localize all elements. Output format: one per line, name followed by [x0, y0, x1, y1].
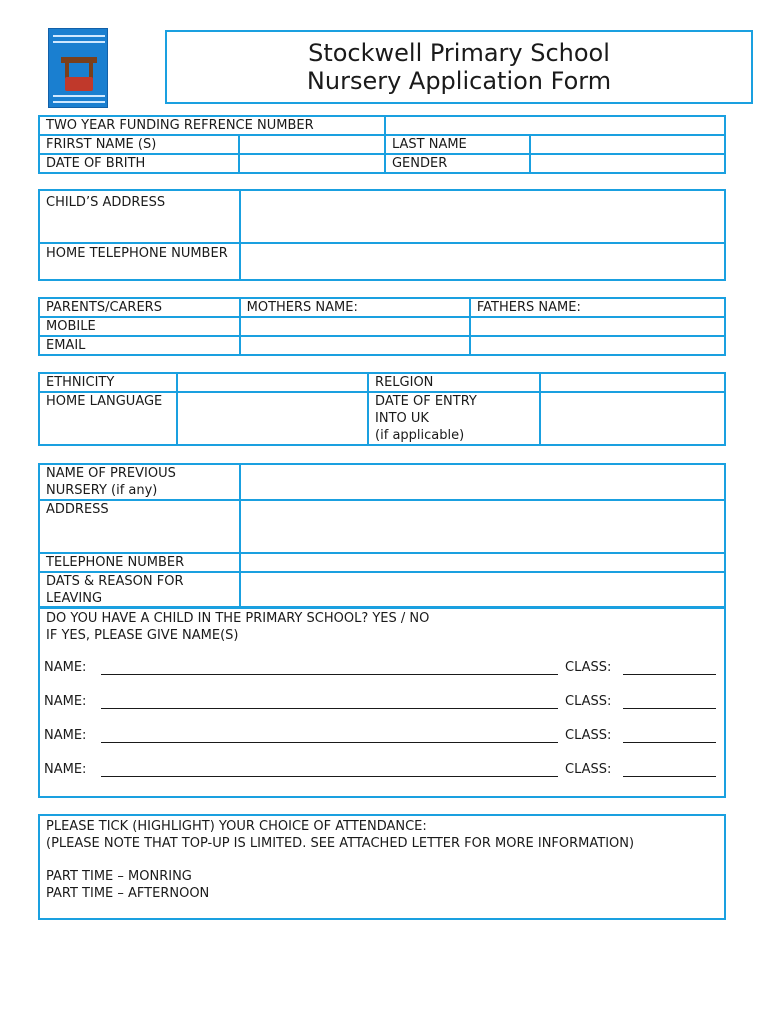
previous-address-field[interactable] — [240, 500, 725, 553]
background-table — [38, 372, 726, 446]
address-table — [38, 189, 726, 281]
entry-date-line: (if applicable) — [375, 428, 465, 443]
last-name-label: LAST NAME — [385, 135, 530, 154]
sibling-name-input[interactable] — [101, 776, 558, 777]
sibling-class-label: CLASS: — [565, 694, 612, 709]
first-name-label: FRIRST NAME (S) — [39, 135, 239, 154]
email-label: EMAIL — [39, 336, 240, 355]
first-name-field[interactable] — [239, 135, 385, 154]
sibling-name-label: NAME: — [44, 660, 87, 675]
entry-date-label — [368, 392, 540, 445]
mobile-label: MOBILE — [39, 317, 240, 336]
last-name-field[interactable] — [530, 135, 725, 154]
childs-address-label: CHILD’S ADDRESS — [39, 190, 240, 243]
sibling-class-input[interactable] — [623, 674, 716, 675]
logo-text-decoration — [53, 101, 105, 103]
sibling-row — [44, 762, 716, 780]
sibling-row — [44, 660, 716, 678]
sibling-name-input[interactable] — [101, 742, 558, 743]
gender-field[interactable] — [530, 154, 725, 173]
parents-table — [38, 297, 726, 356]
previous-address-label: ADDRESS — [39, 500, 240, 553]
previous-nursery-label: NAME OF PREVIOUS NURSERY (if any) — [39, 464, 240, 500]
religion-field[interactable] — [540, 373, 725, 392]
home-telephone-field[interactable] — [240, 243, 725, 280]
sibling-class-label: CLASS: — [565, 762, 612, 777]
school-logo — [48, 28, 108, 108]
parents-carers-label: PARENTS/CARERS — [39, 298, 240, 317]
dob-label: DATE OF BRITH — [39, 154, 239, 173]
gender-label: GENDER — [385, 154, 530, 173]
leaving-reason-label: DATS & REASON FOR LEAVING — [39, 572, 240, 608]
entry-date-line: DATE OF ENTRY — [375, 394, 477, 409]
sibling-name-label: NAME: — [44, 728, 87, 743]
attendance-note: (PLEASE NOTE THAT TOP-UP IS LIMITED. SEE ATTACHED LETTER FOR MORE INFORMATION) — [46, 836, 635, 851]
sibling-name-label: NAME: — [44, 694, 87, 709]
mother-email-field[interactable] — [240, 336, 470, 355]
sibling-row — [44, 694, 716, 712]
sibling-name-label: NAME: — [44, 762, 87, 777]
well-body-shape — [65, 77, 93, 91]
sibling-class-label: CLASS: — [565, 660, 612, 675]
fathers-name-field[interactable]: FATHERS NAME: — [470, 298, 725, 317]
entry-date-line: INTO UK — [375, 411, 429, 426]
religion-label: RELGION — [368, 373, 540, 392]
mother-mobile-field[interactable] — [240, 317, 470, 336]
funding-ref-field[interactable] — [385, 116, 725, 135]
previous-nursery-field[interactable] — [240, 464, 725, 500]
home-telephone-label: HOME TELEPHONE NUMBER — [39, 243, 240, 280]
ethnicity-label: ETHNICITY — [39, 373, 177, 392]
previous-nursery-table — [38, 463, 726, 609]
form-title: Nursery Application Form — [306, 67, 612, 95]
sibling-class-input[interactable] — [623, 708, 716, 709]
sibling-row — [44, 728, 716, 746]
previous-telephone-field[interactable] — [240, 553, 725, 572]
leaving-reason-field[interactable] — [240, 572, 725, 608]
entry-date-field[interactable] — [540, 392, 725, 445]
form-title-box — [165, 30, 753, 104]
logo-text-decoration — [53, 95, 105, 97]
sibling-name-input[interactable] — [101, 674, 558, 675]
home-language-field[interactable] — [177, 392, 368, 445]
previous-telephone-label: TELEPHONE NUMBER — [39, 553, 240, 572]
father-email-field[interactable] — [470, 336, 725, 355]
siblings-instruction: IF YES, PLEASE GIVE NAME(S) — [46, 628, 239, 643]
option-morning[interactable]: PART TIME – MONRING — [46, 869, 192, 884]
home-language-label: HOME LANGUAGE — [39, 392, 177, 445]
dob-field[interactable] — [239, 154, 385, 173]
father-mobile-field[interactable] — [470, 317, 725, 336]
school-name: Stockwell Primary School — [308, 39, 610, 67]
sibling-class-input[interactable] — [623, 776, 716, 777]
child-details-table — [38, 115, 726, 174]
logo-text-decoration — [53, 41, 105, 43]
mothers-name-field[interactable]: MOTHERS NAME: — [240, 298, 470, 317]
siblings-question: DO YOU HAVE A CHILD IN THE PRIMARY SCHOOL? YES / NO — [46, 611, 430, 626]
attendance-instruction: PLEASE TICK (HIGHLIGHT) YOUR CHOICE OF ATTENDANCE: — [46, 819, 427, 834]
option-afternoon[interactable]: PART TIME – AFTERNOON — [46, 886, 210, 901]
sibling-class-label: CLASS: — [565, 728, 612, 743]
funding-ref-label: TWO YEAR FUNDING REFRENCE NUMBER — [39, 116, 385, 135]
attendance-section — [38, 814, 726, 920]
ethnicity-field[interactable] — [177, 373, 368, 392]
logo-text-decoration — [53, 35, 105, 37]
sibling-class-input[interactable] — [623, 742, 716, 743]
sibling-name-input[interactable] — [101, 708, 558, 709]
childs-address-field[interactable] — [240, 190, 725, 243]
